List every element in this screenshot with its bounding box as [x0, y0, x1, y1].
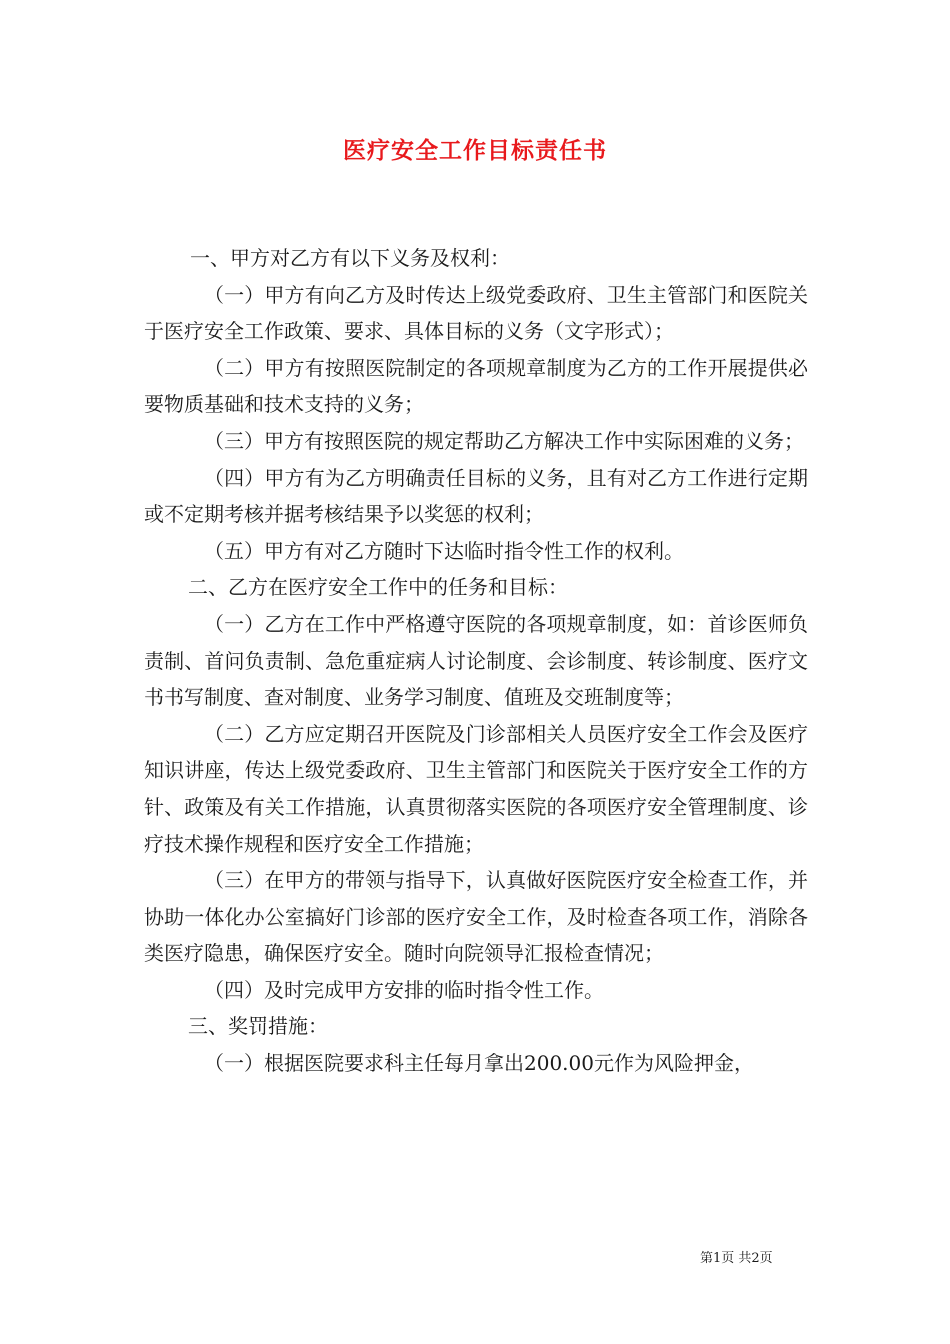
document-body [144, 240, 808, 1082]
section-heading-3: 三、奖罚措施： [188, 1014, 328, 1039]
paragraph-2-3: （三）在甲方的带领与指导下，认真做好医院医疗安全检查工作，并协助一体化办公室搞好门诊部的医疗安全工作，及时检查各项工作，消除各类医疗隐患，确保医疗安全。随时向院领导汇报检查情况； [144, 868, 808, 966]
section-heading-1: 一、甲方对乙方有以下义务及权利： [190, 246, 510, 270]
document-title: 医疗安全工作目标责任书 [343, 137, 607, 164]
section-heading-2: 二、乙方在医疗安全工作中的任务和目标： [188, 575, 568, 600]
paragraph-2-4: （四）及时完成甲方安排的临时指令性工作。 [204, 977, 604, 1002]
paragraph-1-2: （二）甲方有按照医院制定的各项规章制度为乙方的工作开展提供必要物质基础和技术支持的义务； [144, 355, 808, 417]
paragraph-1-3: （三）甲方有按照医院的规定帮助乙方解决工作中实际困难的义务； [204, 428, 804, 453]
paragraph-2-1: （一）乙方在工作中严格遵守医院的各项规章制度，如：首诊医师负责制、首问负责制、急危重症病人讨论制度、会诊制度、转诊制度、医疗文书书写制度、查对制度、业务学习制度、值班及交班制度等； [144, 611, 808, 710]
paragraph-2-2: （二）乙方应定期召开医院及门诊部相关人员医疗安全工作会及医疗知识讲座，传达上级党委政府、卫生主管部门和医院关于医疗安全工作的方针、政策及有关工作措施，认真贯彻落实医院的各项医疗安全管理制度、诊疗技术操作规程和医疗安全工作措施； [144, 721, 808, 856]
paragraph-1-4: （四）甲方有为乙方明确责任目标的义务，且有对乙方工作进行定期或不定期考核并据考核结果予以奖惩的权利； [144, 465, 808, 527]
paragraph-1-5: （五）甲方有对乙方随时下达临时指令性工作的权利。 [204, 538, 684, 563]
page-number-footer: 第1页 共2页 [700, 1251, 773, 1266]
paragraph-1-1: （一）甲方有向乙方及时传达上级党委政府、卫生主管部门和医院关于医疗安全工作政策、要求、具体目标的义务（文字形式）； [144, 282, 808, 344]
paragraph-3-1: （一）根据医院要求科主任每月拿出200.00元作为风险押金， [204, 1051, 754, 1076]
